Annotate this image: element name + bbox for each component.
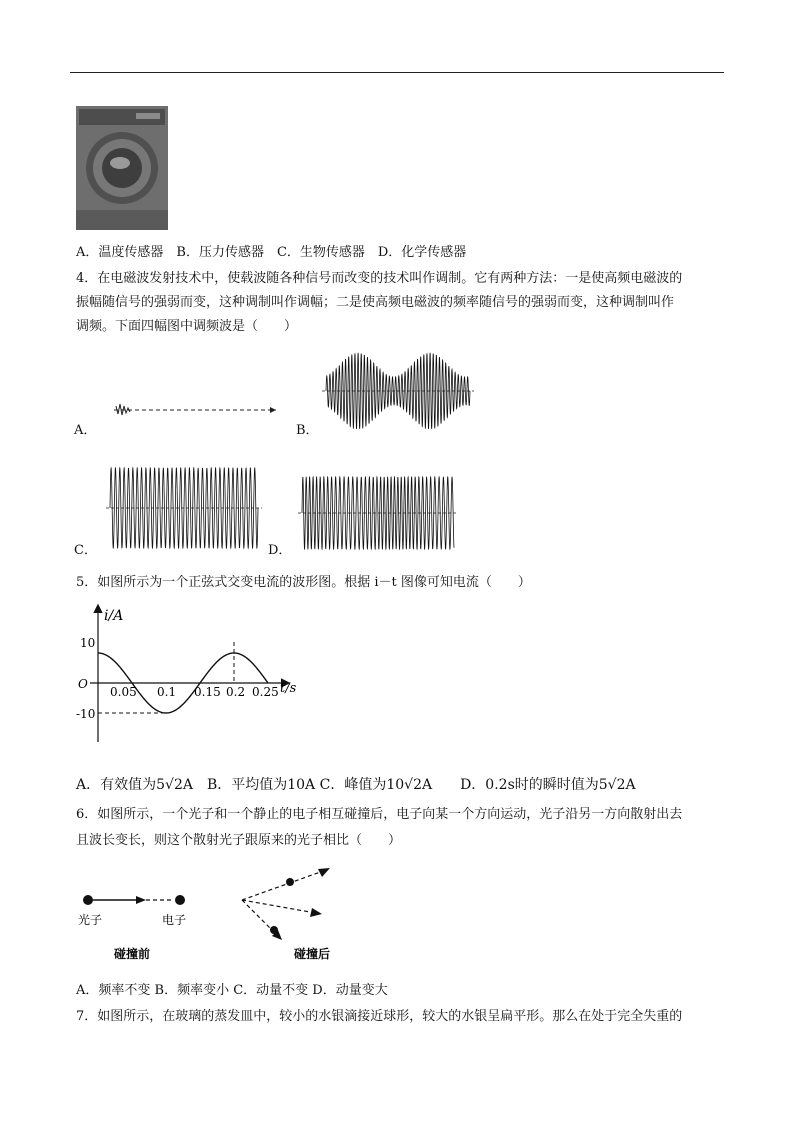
- q4-label-a: A．: [74, 423, 97, 438]
- photon-dot: [83, 895, 93, 905]
- q4-label-d: D．: [268, 543, 292, 558]
- header-rule: [70, 72, 724, 73]
- q4-wave-b: [320, 348, 476, 434]
- q6-collision-diagram: [70, 862, 390, 970]
- q4-stem-line1: 4．在电磁波发射技术中，使载波随各种信号而改变的技术叫作调制。它有两种方法：一是使高频电磁波的: [76, 271, 683, 286]
- x-tick-0.2: 0.2: [226, 685, 246, 699]
- origin-label: O: [78, 677, 88, 691]
- washing-machine-image: [76, 106, 168, 230]
- electron-dot: [175, 895, 185, 905]
- q4-label-c: C．: [74, 543, 97, 558]
- q5-sine-graph: [70, 600, 310, 748]
- q4-stem-line2: 振幅随信号的强弱而变，这种调制叫作调幅；二是使高频电磁波的频率随信号的强弱而变，这种调制叫作: [76, 295, 675, 310]
- q4-label-b: B．: [296, 423, 319, 438]
- y-tick-10: 10: [80, 636, 96, 650]
- q5-stem: 5．如图所示为一个正弦式交变电流的波形图。根据 i－t 图像可知电流（ ）: [76, 575, 531, 590]
- q3-options: A．温度传感器 B．压力传感器 C．生物传感器 D．化学传感器: [76, 245, 467, 260]
- x-tick-0.25: 0.25: [252, 685, 279, 699]
- after-collision-label: 碰撞后: [294, 947, 331, 961]
- x-tick-0.05: 0.05: [110, 685, 137, 699]
- q6-options: A．频率不变 B．频率变小 C．动量不变 D．动量变大: [76, 983, 388, 998]
- q4-stem-line3: 调频。下面四幅图中调频波是（ ）: [76, 319, 298, 334]
- photon-arrow: [136, 896, 146, 904]
- photon-label: 光子: [78, 913, 103, 927]
- q4-wave-a: [110, 398, 280, 422]
- x-tick-0.1: 0.1: [157, 685, 177, 699]
- y-axis-label: i/A: [104, 608, 124, 624]
- q4-wave-c: [104, 462, 264, 554]
- x-tick-0.15: 0.15: [194, 685, 221, 699]
- q6-stem-line2: 且波长变长，则这个散射光子跟原来的光子相比（ ）: [76, 833, 402, 848]
- q5-options: A．有效值为5√2A B．平均值为10A C．峰值为10√2A D．0.2s时的瞬时值为5√2A: [76, 777, 636, 793]
- x-axis-label: t/s: [280, 681, 297, 696]
- electron-label: 电子: [162, 913, 187, 927]
- q7-stem-line1: 7．如图所示，在玻璃的蒸发皿中，较小的水银滴接近球形，较大的水银呈扁平形。那么在处于完全失重的: [76, 1009, 683, 1024]
- scattered-photon-dot: [286, 878, 294, 886]
- q6-stem-line1: 6．如图所示，一个光子和一个静止的电子相互碰撞后，电子向某一个方向运动，光子沿另一方向散射出去: [76, 807, 683, 822]
- before-collision-label: 碰撞前: [114, 947, 151, 961]
- y-tick-minus-10: -10: [76, 707, 96, 721]
- q4-wave-d: [296, 470, 460, 556]
